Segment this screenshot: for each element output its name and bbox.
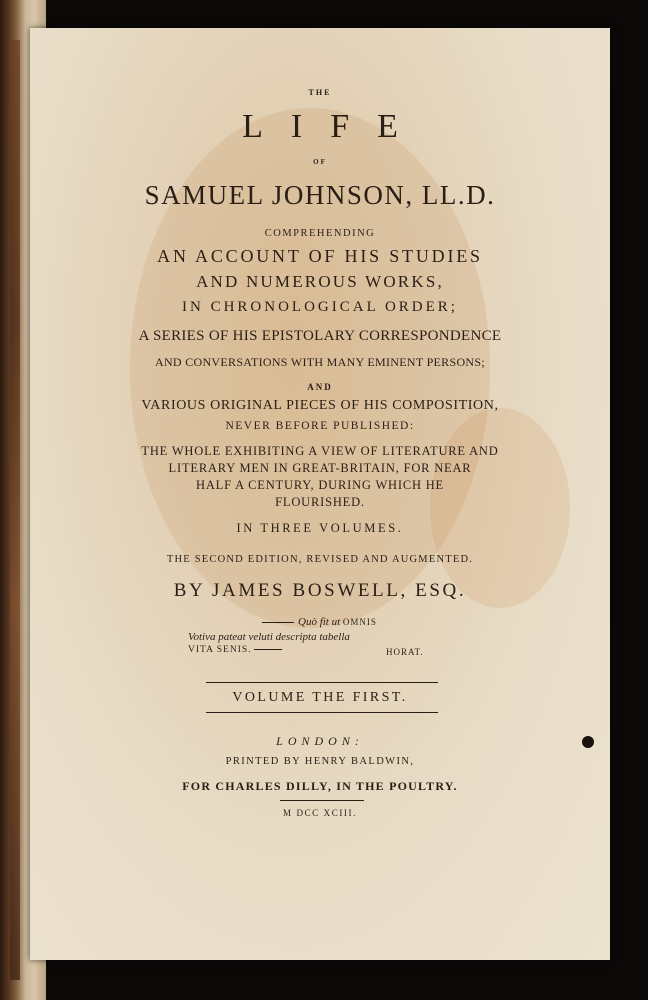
epigraph-italic: Quò fit ut [298,616,341,628]
epigraph-rule [254,649,282,650]
various-line: VARIOUS ORIGINAL PIECES OF HIS COMPOSITION, [141,398,499,413]
volume-line: VOLUME THE FIRST. [232,690,408,705]
binding-edge [10,40,20,980]
author-line: BY JAMES BOSWELL, ESQ. [173,580,467,601]
literary-line: LITERARY MEN IN GREAT-BRITAIN, FOR NEAR [168,461,472,475]
epigraph-attribution: HORAT. [386,647,424,657]
chronological-line: IN CHRONOLOGICAL ORDER; [182,299,458,315]
title-life: LIFE [242,108,426,145]
city-line: LONDON: [276,734,364,748]
title-page [30,28,610,960]
epigraph-caps: OMNIS [342,617,377,627]
epigraph-line-3 [188,645,282,655]
epigraph-line-2: Votiva pateat veluti descripta tabella [188,631,350,643]
series-line: A SERIES OF HIS EPISTOLARY CORRESPONDENCE [138,328,502,344]
and-line: AND [307,382,333,392]
edition-line: THE SECOND EDITION, REVISED AND AUGMENTED. [166,554,474,565]
epigraph-line-1 [262,616,377,628]
volumes-line: IN THREE VOLUMES. [236,521,404,535]
epigraph-line-3-text: VITA SENIS. [188,645,252,655]
works-line: AND NUMEROUS WORKS, [196,272,444,291]
title-the: THE [308,88,332,97]
whole-line: THE WHOLE EXHIBITING A VIEW OF LITERATURE AND [141,444,499,458]
account-line: AN ACCOUNT OF HIS STUDIES [157,246,483,266]
comprehending-label: COMPREHENDING [264,228,376,239]
year-line: M DCC XCIII. [283,808,357,818]
never-line: NEVER BEFORE PUBLISHED: [225,420,415,432]
publisher-line: FOR CHARLES DILLY, IN THE POULTRY. [182,779,458,793]
volume-rule-top [206,682,438,683]
flourished-line: FLOURISHED. [275,495,365,509]
title-subject: SAMUEL JOHNSON, LL.D. [144,180,496,210]
volume-rule-bottom [206,712,438,713]
date-rule [280,800,364,801]
ink-spot [582,736,594,748]
conversations-line: AND CONVERSATIONS WITH MANY EMINENT PERSONS; [155,355,485,369]
printer-line: PRINTED BY HENRY BALDWIN, [225,756,415,767]
half-line: HALF A CENTURY, DURING WHICH HE [196,478,444,492]
title-of: OF [313,158,327,166]
epigraph-rule [262,622,294,623]
